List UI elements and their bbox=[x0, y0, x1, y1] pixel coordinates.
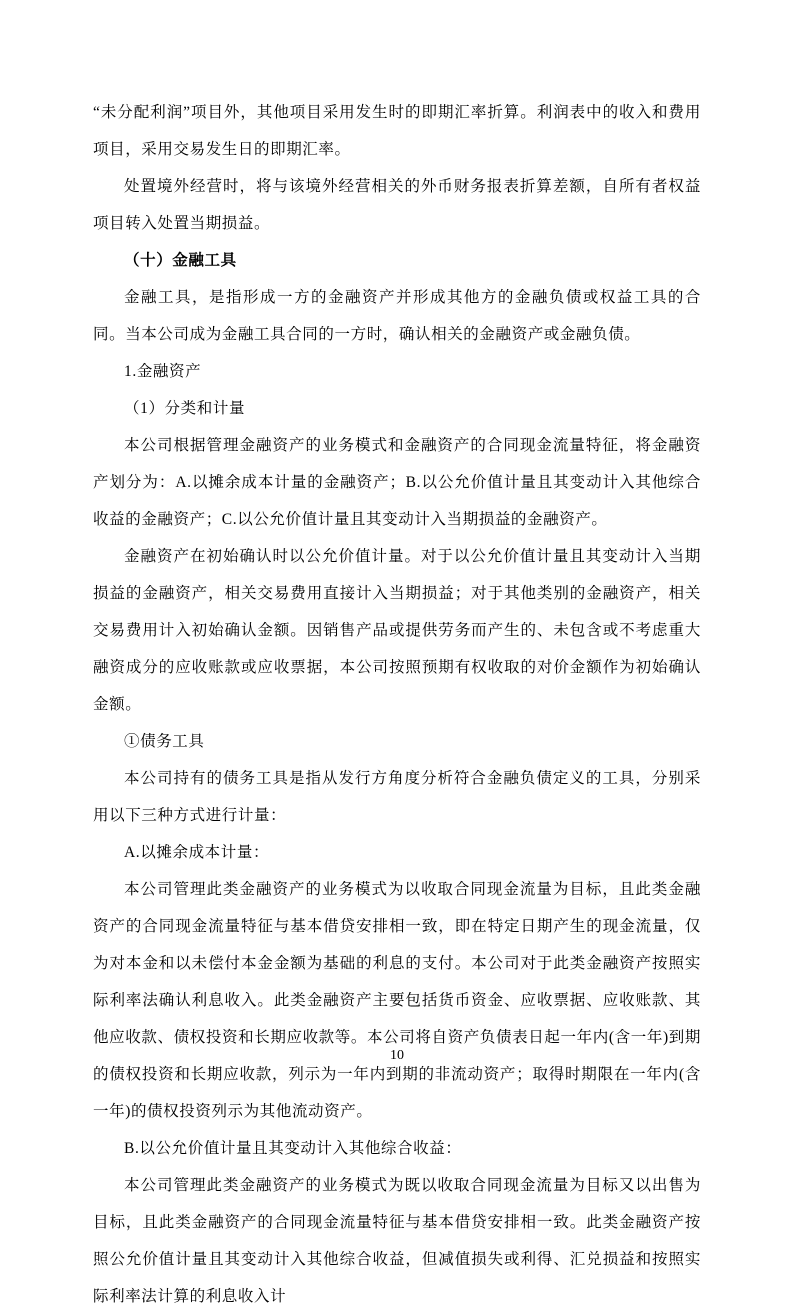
paragraph-debt-instruments-intro: 本公司持有的债务工具是指从发行方角度分析符合金融负债定义的工具，分别采用以下三种方式进行计量： bbox=[93, 770, 701, 824]
paragraph-fvoci-detail: 本公司管理此类金融资产的业务模式为既以收取合同现金流量为目标又以出售为目标，且此类金融资产的合同现金流量特征与基本借贷安排相一致。此类金融资产按照公允价值计量且其变动计入其他综合收益，但减值损失或利得、汇兑损益和按照实际利率法计算的利息收入计 bbox=[93, 1177, 701, 1305]
list-item-debt-instruments: ①债务工具 bbox=[124, 733, 205, 750]
list-item-fvoci: B.以公允价值计量且其变动计入其他综合收益： bbox=[124, 1140, 462, 1157]
page-number: 10 bbox=[390, 1048, 404, 1063]
paragraph-fx-translation-continued: “未分配利润”项目外，其他项目采用发生时的即期汇率折算。利润表中的收入和费用项目，采用交易发生日的即期汇率。 bbox=[93, 104, 701, 158]
page-content bbox=[93, 94, 701, 1315]
paragraph-asset-classification: 本公司根据管理金融资产的业务模式和金融资产的合同现金流量特征，将金融资产划分为：A.以摊余成本计量的金融资产；B.以公允价值计量且其变动计入其他综合收益的金融资产；C.以公允价值计量且其变动计入当期损益的金融资产。 bbox=[93, 437, 701, 528]
heading-financial-instruments: （十）金融工具 bbox=[124, 252, 237, 269]
list-item-classification-measurement: （1）分类和计量 bbox=[124, 400, 246, 417]
paragraph-initial-measurement: 金融资产在初始确认时以公允价值计量。对于以公允价值计量且其变动计入当期损益的金融资产，相关交易费用直接计入当期损益；对于其他类别的金融资产，相关交易费用计入初始确认金额。因销售产品或提供劳务而产生的、未包含或不考虑重大融资成分的应收账款或应收票据，本公司按照预期有权收取的对价金额作为初始确认金额。 bbox=[93, 548, 701, 713]
list-item-amortized-cost: A.以摊余成本计量： bbox=[124, 844, 270, 861]
paragraph-financial-instruments-definition: 金融工具，是指形成一方的金融资产并形成其他方的金融负债或权益工具的合同。当本公司成为金融工具合同的一方时，确认相关的金融资产或金融负债。 bbox=[93, 289, 701, 343]
list-item-financial-assets: 1.金融资产 bbox=[124, 363, 202, 380]
paragraph-amortized-cost-detail: 本公司管理此类金融资产的业务模式为以收取合同现金流量为目标，且此类金融资产的合同现金流量特征与基本借贷安排相一致，即在特定日期产生的现金流量，仅为对本金和以未偿付本金金额为基础的利息的支付。本公司对于此类金融资产按照实际利率法确认利息收入。此类金融资产主要包括货币资金、应收票据、应收账款、其他应收款、债权投资和长期应收款等。本公司将自资产负债表日起一年内(含一年)到期的债权投资和长期应收款，列示为一年内到期的非流动资产；取得时期限在一年内(含一年)的债权投资列示为其他流动资产。 bbox=[93, 881, 701, 1120]
paragraph-overseas-disposal: 处置境外经营时，将与该境外经营相关的外币财务报表折算差额，自所有者权益项目转入处置当期损益。 bbox=[93, 178, 701, 232]
page-footer bbox=[0, 1046, 794, 1064]
